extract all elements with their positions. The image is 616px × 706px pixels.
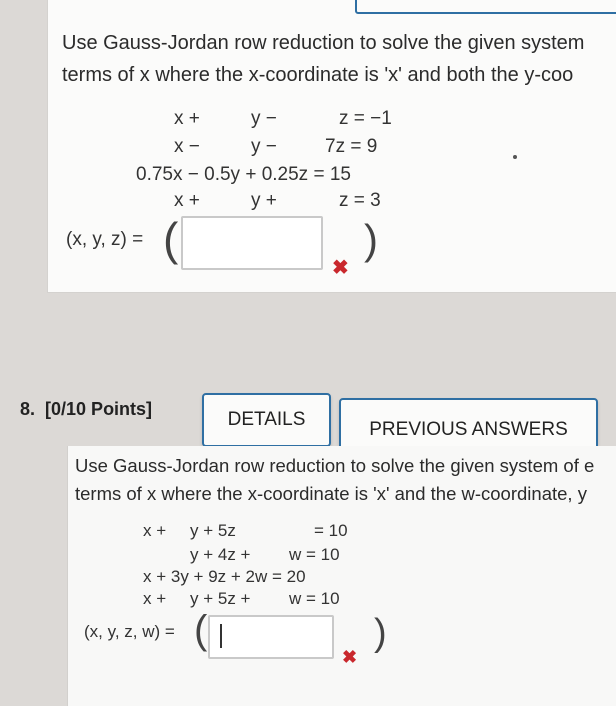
- details-button[interactable]: DETAILS: [202, 393, 331, 447]
- q8-incorrect-icon: ✖: [342, 647, 358, 667]
- q7-open-paren: (: [163, 213, 179, 265]
- q7-close-paren: ): [364, 216, 378, 263]
- q8-points: [0/10 Points]: [45, 399, 153, 419]
- q8-answer-label: (x, y, z, w) =: [84, 622, 175, 641]
- q8-open-paren: (: [194, 608, 208, 652]
- q7-instructions-line2: terms of x where the x-coordinate is 'x' and both the y-coo: [62, 64, 574, 86]
- q8-instructions-line1: Use Gauss-Jordan row reduction to solve the given system of e: [75, 455, 595, 476]
- previous-answers-button[interactable]: PREVIOUS ANSWERS: [339, 398, 598, 461]
- text-cursor: [220, 624, 222, 648]
- top-button-edge[interactable]: [355, 0, 616, 14]
- q8-answer-input[interactable]: [208, 615, 334, 659]
- q7-incorrect-icon: ✖: [332, 257, 349, 279]
- q8-instructions-line2: terms of x where the x-coordinate is 'x' and the w-coordinate, y: [75, 483, 587, 504]
- stray-dot: [513, 155, 517, 159]
- q8-close-paren: ): [374, 612, 387, 654]
- q7-answer-input[interactable]: [181, 216, 323, 270]
- q7-instructions-line1: Use Gauss-Jordan row reduction to solve the given system: [62, 32, 585, 54]
- q8-number: 8. [0/10 Points]: [20, 399, 153, 419]
- q7-answer-label: (x, y, z) =: [66, 229, 144, 250]
